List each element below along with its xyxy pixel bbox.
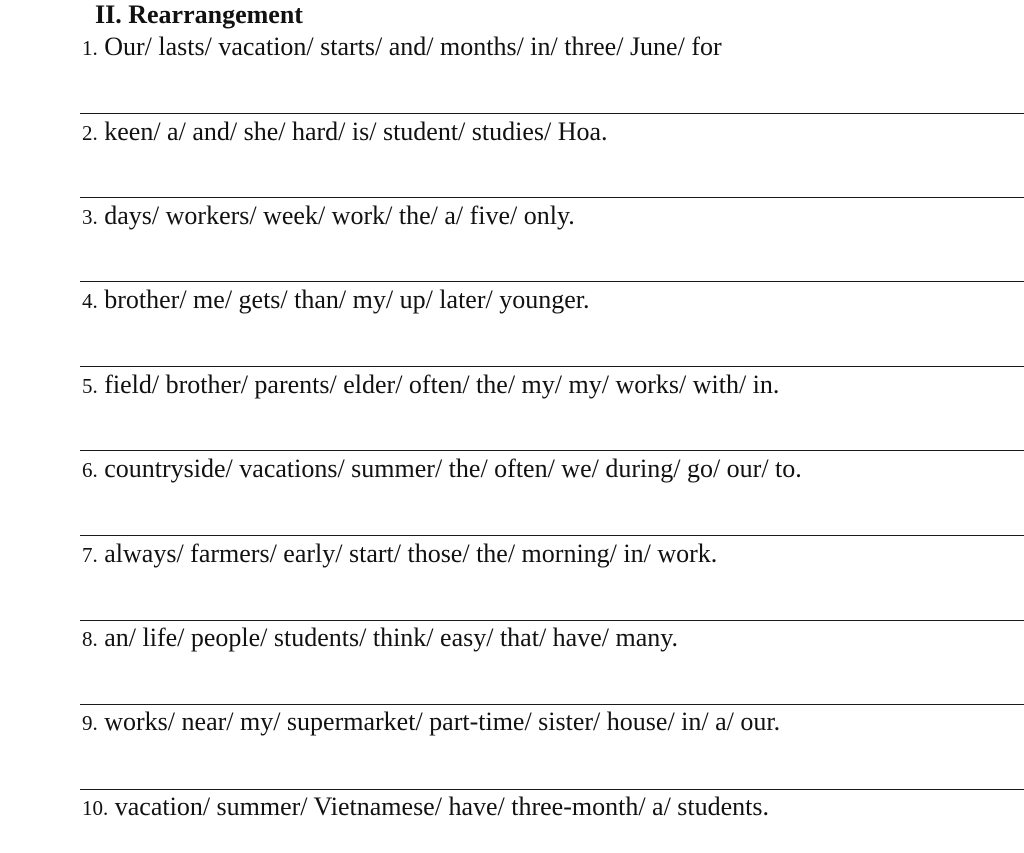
question-text: countryside/ vacations/ summer/ the/ often/ we/ during/ go/ our/ to.: [104, 454, 802, 483]
answer-line-3[interactable]: [80, 281, 1024, 282]
question-number: 4.: [82, 289, 98, 313]
answer-line-7[interactable]: [80, 620, 1024, 621]
question-8: [82, 623, 678, 654]
question-2: [82, 117, 608, 148]
question-number: 5.: [82, 374, 98, 398]
question-number: 9.: [82, 711, 98, 735]
question-text: an/ life/ people/ students/ think/ easy/ that/ have/ many.: [104, 623, 679, 652]
question-text: works/ near/ my/ supermarket/ part-time/ sister/ house/ in/ a/ our.: [104, 707, 781, 736]
question-text: always/ farmers/ early/ start/ those/ the/ morning/ in/ work.: [104, 539, 718, 568]
question-number: 2.: [82, 121, 98, 145]
question-7: [82, 539, 717, 570]
answer-line-9[interactable]: [80, 789, 1024, 790]
question-text: keen/ a/ and/ she/ hard/ is/ student/ studies/ Hoa.: [104, 117, 608, 146]
question-4: [82, 285, 589, 316]
question-number: 7.: [82, 543, 98, 567]
answer-line-1[interactable]: [80, 113, 1024, 114]
question-5: [82, 370, 779, 401]
question-10: [82, 792, 769, 823]
answer-line-2[interactable]: [80, 197, 1024, 198]
answer-line-8[interactable]: [80, 704, 1024, 705]
question-3: [82, 201, 575, 232]
question-number: 8.: [82, 627, 98, 651]
section-title: II. Rearrangement: [95, 0, 303, 29]
answer-line-4[interactable]: [80, 366, 1024, 367]
question-text: brother/ me/ gets/ than/ my/ up/ later/ younger.: [104, 285, 590, 314]
question-text: Our/ lasts/ vacation/ starts/ and/ months/ in/ three/ June/ for: [104, 32, 722, 61]
answer-line-6[interactable]: [80, 535, 1024, 536]
question-number: 3.: [82, 205, 98, 229]
question-number: 6.: [82, 458, 98, 482]
question-text: days/ workers/ week/ work/ the/ a/ five/ only.: [104, 201, 575, 230]
question-6: [82, 454, 802, 485]
question-1: [82, 32, 722, 63]
question-text: vacation/ summer/ Vietnamese/ have/ three-month/ a/ students.: [114, 792, 770, 821]
answer-line-5[interactable]: [80, 450, 1024, 451]
question-number: 1.: [82, 36, 98, 60]
question-9: [82, 707, 780, 738]
question-text: field/ brother/ parents/ elder/ often/ the/ my/ my/ works/ with/ in.: [104, 370, 780, 399]
question-number: 10.: [82, 796, 109, 820]
